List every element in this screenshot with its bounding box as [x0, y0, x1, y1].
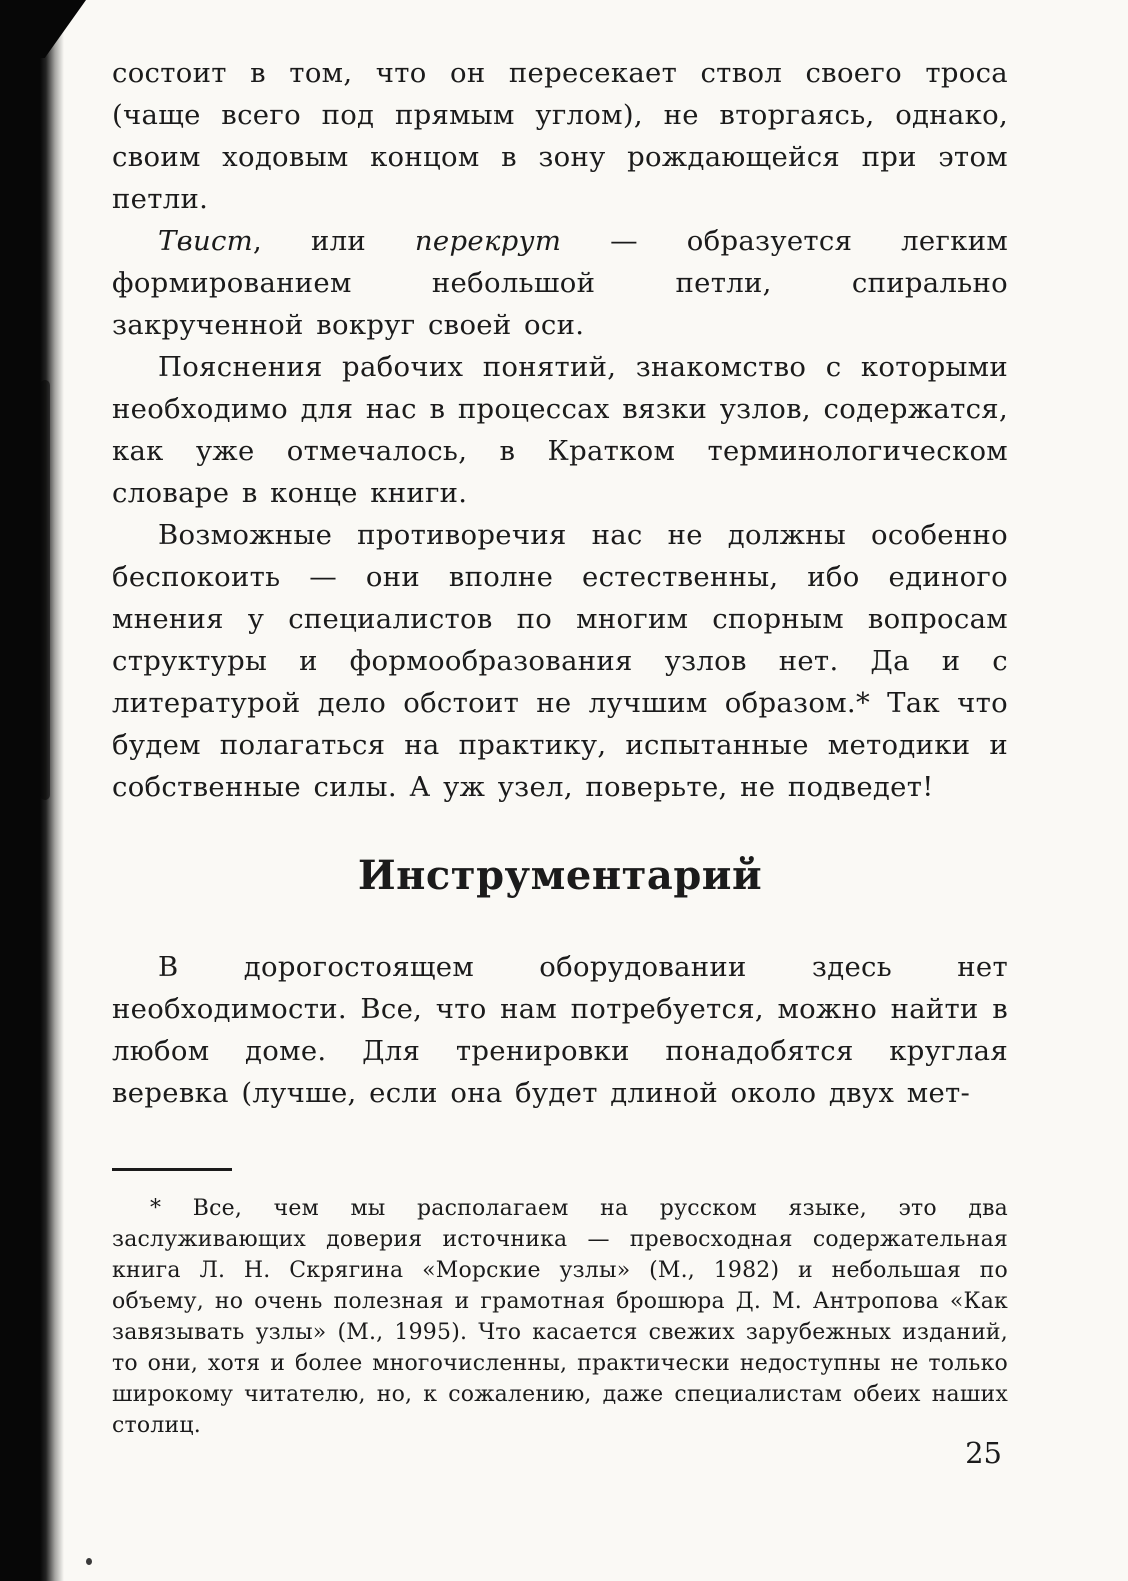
- page-number: 25: [965, 1436, 1002, 1470]
- term-twist: Твист: [158, 225, 254, 257]
- text-block: [112, 52, 1008, 1114]
- scan-edge-shadow: [0, 0, 64, 1581]
- paragraph-explanations: Пояснения рабочих понятий, знакомство с которыми необходимо для нас в процессах вязки узлов, содержатся, как уже отмечалось, в Кратком терминологическом словаре в конце книги.: [112, 351, 1008, 509]
- paragraph-tools: В дорогостоящем оборудовании здесь нет необходимости. Все, что нам потребуется, можно найти в любом доме. Для тренировки понадобятся круглая веревка (лучше, если она будет длиной около двух мет-: [112, 951, 1008, 1109]
- paragraph-twist-mid: , или: [253, 225, 415, 257]
- footnote-block: [112, 1168, 1008, 1441]
- footnote-text: * Все, чем мы располагаем на русском языке, это два заслуживающих доверия источника — превосходная содержательная книга Л. Н. Скрягина «Морские узлы» (М., 1982) и небольшая по объему, но очень полезная и грамотная брошюра Д. М. Антропова «Как завязывать узлы» (М., 1995). Что касается свежих зарубежных изданий, то они, хотя и более многочисленны, практически недоступны не только широкому читателю, но, к сожалению, даже специалистам обеих наших столиц.: [112, 1196, 1008, 1438]
- footnote-rule: [112, 1168, 232, 1171]
- paragraph-continuation: состоит в том, что он пересекает ствол своего троса (чаще всего под прямым углом), не вторгаясь, однако, своим ходовым концом в зону рождающейся при этом петли.: [112, 57, 1008, 215]
- paragraph-twist-rest: — образуется легким формированием небольшой петли, спирально закрученной вокруг своей оси.: [112, 225, 1009, 341]
- paragraph-twist: [112, 220, 1008, 346]
- term-perekrut: перекрут: [414, 225, 562, 257]
- scan-artifact-dot: [86, 1558, 92, 1565]
- paragraph-contradictions: Возможные противоречия нас не должны особенно беспокоить — они вполне естественны, ибо единого мнения у специалистов по многим спорным вопросам структуры и формообразования узлов нет. Да и с литературой дело обстоит не лучшим образом.* Так что будем полагаться на практику, испытанные методики и собственные силы. А уж узел, поверьте, не подведет!: [112, 519, 1008, 803]
- section-heading: Инструментарий: [357, 852, 763, 899]
